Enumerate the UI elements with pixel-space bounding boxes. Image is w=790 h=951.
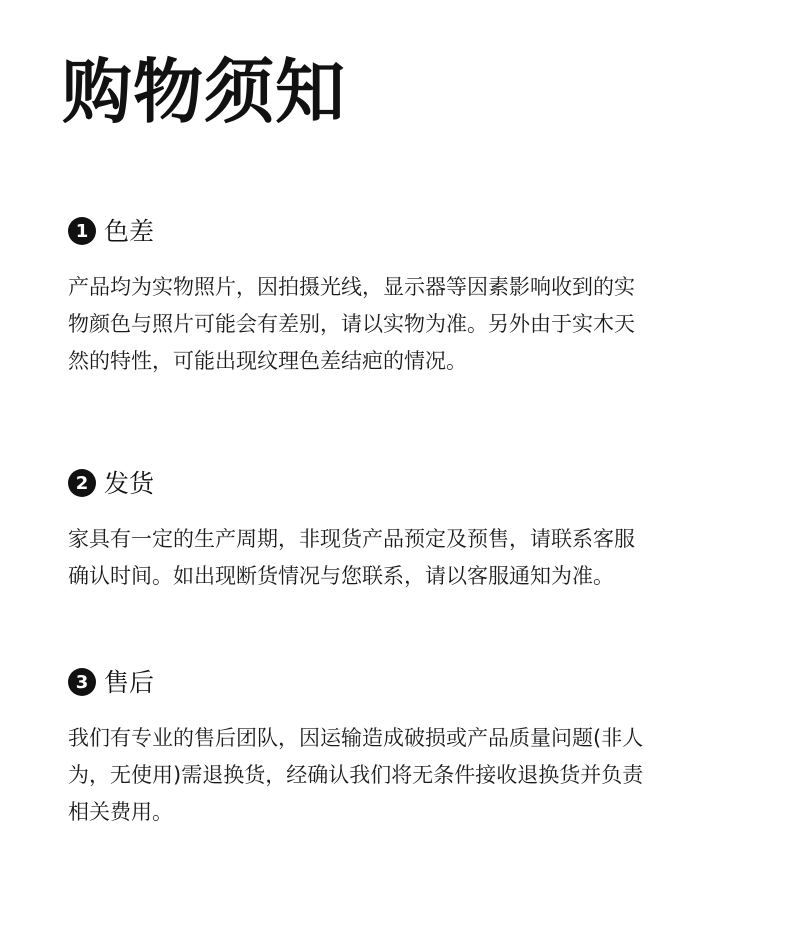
section-title: 售后 (104, 667, 155, 697)
section-shipping (68, 463, 748, 595)
number-badge: 1 (68, 217, 96, 245)
paragraph-line: 我们有专业的售后团队，因运输造成破损或产品质量问题(非人 (68, 726, 644, 750)
paragraph-line: 相关费用。 (68, 800, 173, 824)
section-title: 色差 (104, 216, 155, 246)
paragraph-line: 产品均为实物照片，因拍摄光线，显示器等因素影响收到的实 (68, 275, 635, 299)
section-after-sales (68, 662, 748, 831)
section-body (68, 720, 748, 831)
paragraph-line: 家具有一定的生产周期，非现货产品预定及预售，请联系客服 (68, 527, 635, 551)
section-title: 发货 (104, 468, 155, 498)
paragraph-line: 物颜色与照片可能会有差别，请以实物为准。另外由于实木天 (68, 312, 635, 336)
section-header (68, 662, 748, 702)
page-title: 购物须知 (62, 51, 346, 133)
section-color-difference (68, 211, 748, 380)
paragraph-line: 确认时间。如出现断货情况与您联系，请以客服通知为准。 (68, 564, 614, 588)
number-badge: 3 (68, 668, 96, 696)
section-header (68, 463, 748, 503)
section-body (68, 269, 748, 380)
section-header (68, 211, 748, 251)
paragraph-line: 然的特性，可能出现纹理色差结疤的情况。 (68, 349, 467, 373)
paragraph-line: 为，无使用)需退换货，经确认我们将无条件接收退换货并负责 (68, 763, 644, 787)
section-body (68, 521, 748, 595)
number-badge: 2 (68, 469, 96, 497)
